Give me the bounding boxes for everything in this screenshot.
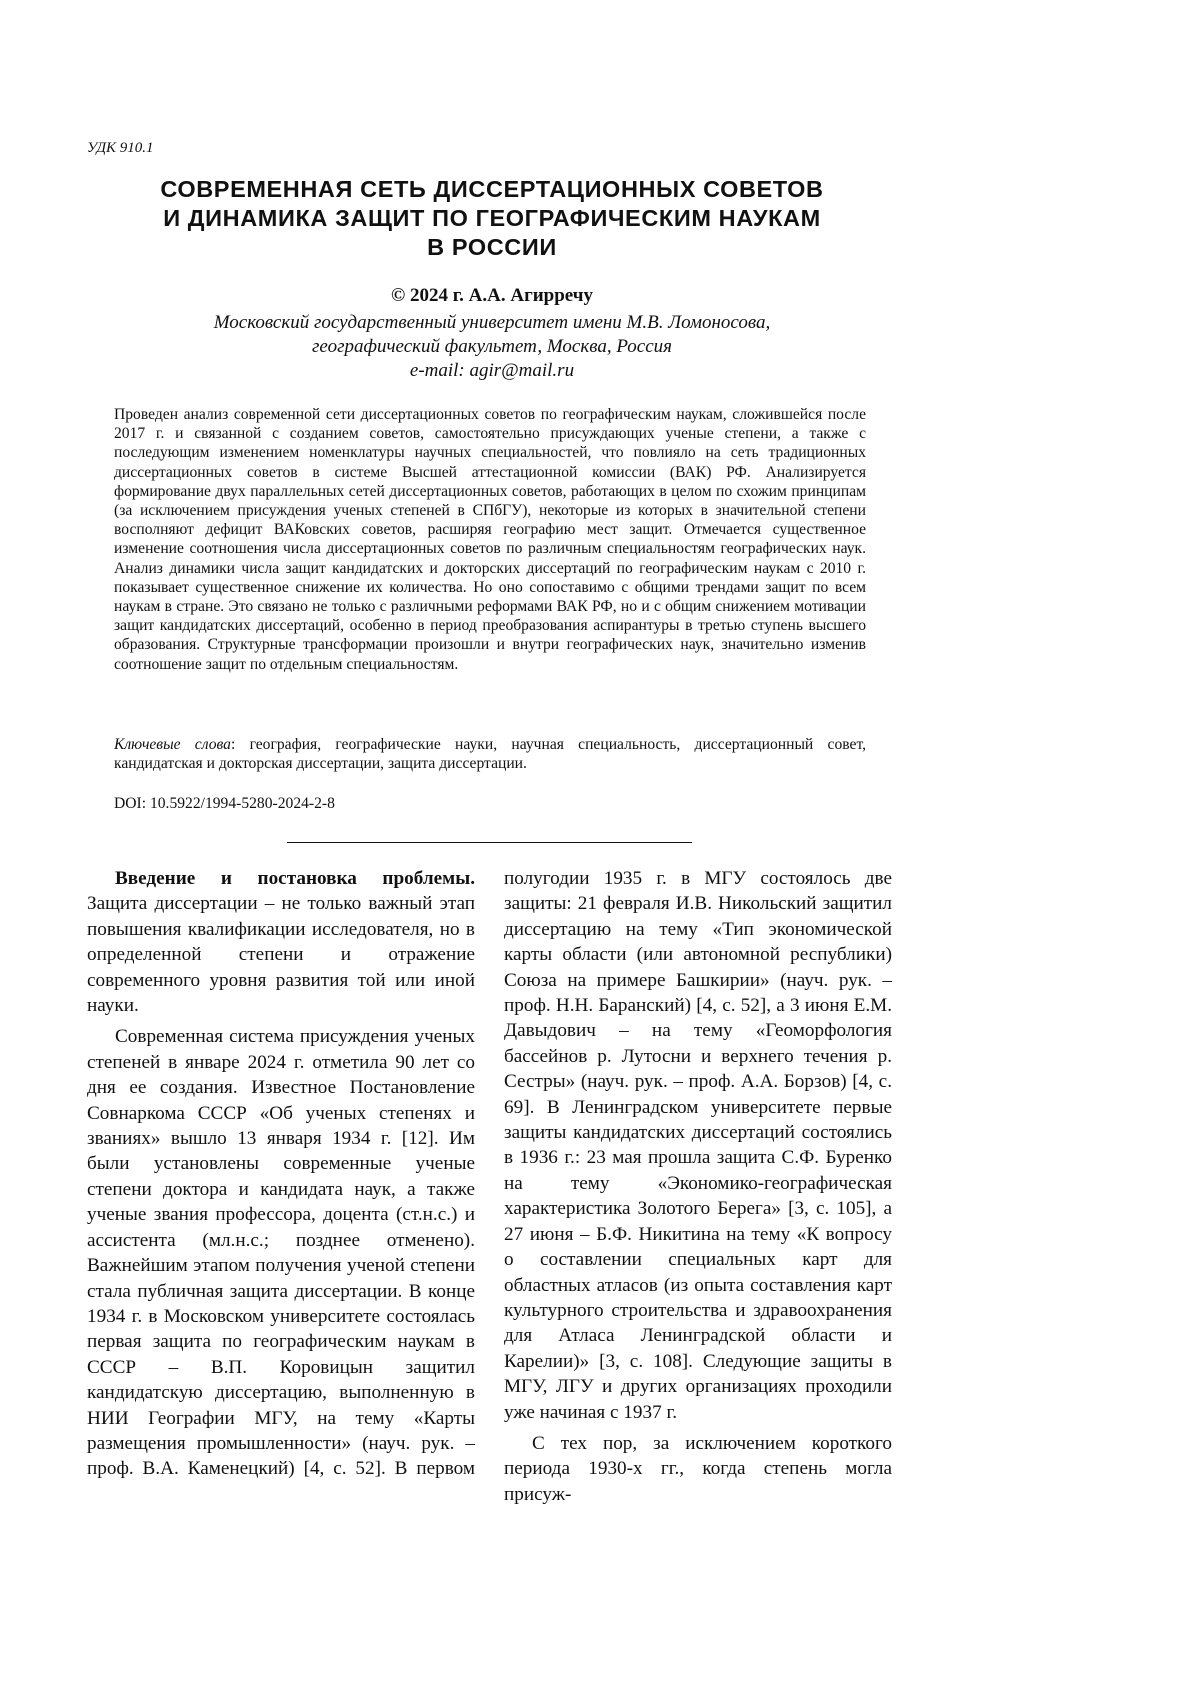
keywords bbox=[114, 735, 866, 773]
body-paragraph: С тех пор, за исключением короткого периода 1930-х гг., когда степень могла присуж- bbox=[504, 1432, 892, 1505]
affiliation-line: географический факультет, Москва, Россия bbox=[311, 336, 672, 357]
title-line: В РОССИИ bbox=[427, 234, 557, 260]
title-line: СОВРЕМЕННАЯ СЕТЬ ДИССЕРТАЦИОННЫХ СОВЕТОВ bbox=[160, 176, 824, 202]
email-line: e-mail: agir@mail.ru bbox=[409, 360, 575, 381]
abstract: Проведен анализ современной сети диссертационных советов по географическим наукам, сложившейся после 2017 г. и связанной с созданием советов, самостоятельно присуждающих ученые степени, а также с последующим изменением номенклатуры научных специальностей, что повлияло на сеть традиционных диссертационных советов в системе Высшей аттестационной комиссии (ВАК) РФ. Анализируется формирование двух параллельных сетей диссертационных советов, работающих в целом по схожим принципам (за исключением присуждения ученых степеней в СПбГУ), некоторые из которых в значительной степени восполняют дефицит ВАКовских советов, расширяя географию мест защит. Отмечается существенное изменение соотношения числа диссертационных советов по различным специальностям географических наук. Анализ динамики числа защит кандидатских и докторских диссертаций по географическим наукам с 2010 г. показывает существенное снижение их количества. Но оно сопоставимо с общими трендами защит по всем наукам в стране. Это связано не только с различными реформами ВАК РФ, но и с общим снижением мотивации защит кандидатских диссертаций, особенно в период преобразования аспирантуры в третью ступень высшего образования. Структурные трансформации произошли и внутри географических наук, значительно изменив соотношение защит по отдельным специальностям. bbox=[114, 406, 866, 673]
udc-code: УДК 910.1 bbox=[87, 140, 154, 156]
intro-paragraph bbox=[87, 866, 475, 1018]
divider-line bbox=[287, 842, 692, 843]
body-column-left bbox=[87, 866, 475, 1482]
article-title bbox=[87, 175, 897, 262]
doi: DOI: 10.5922/1994-5280-2024-2-8 bbox=[114, 795, 335, 812]
title-line: И ДИНАМИКА ЗАЩИТ ПО ГЕОГРАФИЧЕСКИМ НАУКАМ bbox=[163, 205, 821, 231]
section-heading: Введение и постановка проблемы. bbox=[115, 868, 475, 889]
body-column-right bbox=[504, 866, 892, 1507]
affiliation-line: Московский государственный университет имени М.В. Ломоносова, bbox=[213, 312, 771, 333]
affiliation bbox=[87, 311, 897, 383]
body-paragraph: Современная система присуждения ученых степеней в январе 2024 г. отметила 90 лет со дня ее создания. Известное Постановление Совнаркома СССР «Об ученых степенях и званиях» вышло 13 января 1934 г. [12]. Им были установлены современные ученые степени доктора и кандидата наук, а также ученые звания профессора, доцента (ст.н.с.) и ассистента (мл.н.с.; позднее отменено). Важнейшим этапом получения ученой степени стала публичная защита диссертации. В конце 1934 г. в Московском университете состоялась первая защита по географическим наукам в СССР – В.П. Коровицын защитил кандидатскую диссертацию, выполненную в НИИ Географии МГУ, на тему «Карты размещения промышленности» (науч. рук. – проф. В.А. Каменецкий) [4, с. 52]. В первом bbox=[87, 1026, 475, 1480]
author-line: © 2024 г. А.А. Агирречу bbox=[391, 285, 593, 306]
keywords-label: Ключевые слова bbox=[114, 736, 231, 753]
body-paragraph: полугодии 1935 г. в МГУ состоялось две защиты: 21 февраля И.В. Никольский защитил диссертацию на тему «Тип экономической карты области (или автономной республики) Союза на примере Башкирии» (науч. рук. – проф. Н.Н. Баранский) [4, с. 52], а 3 июня Е.М. Давыдович – на тему «Геоморфология бассейнов р. Лутосни и верхнего течения р. Сестры» (науч. рук. – проф. А.А. Борзов) [4, с. 69]. В Ленинградском университете первые защиты кандидатских диссертаций состоялись в 1936 г.: 23 мая прошла защита С.Ф. Буренко на тему «Экономико-географическая характеристика Золотого Берега» [3, с. 105], а 27 июня – Б.Ф. Никитина на тему «К вопросу о составлении специальных карт для областных атласов (из опыта составления карт культурного строительства и здравоохранения для Атласа Ленинградской области и Карелии)» [3, с. 108]. Следующие защиты в МГУ, ЛГУ и других организациях проходили уже начиная с 1937 г. bbox=[504, 868, 892, 1423]
keywords-text: : география, географические науки, научная специальность, диссертационный совет, кандидатская и докторская диссертации, защита диссертации. bbox=[114, 736, 866, 773]
intro-text: Защита диссертации – не только важный этап повышения квалификации исследователя, но в определенной степени и отражение современного уровня развития той или иной науки. bbox=[87, 893, 475, 1017]
